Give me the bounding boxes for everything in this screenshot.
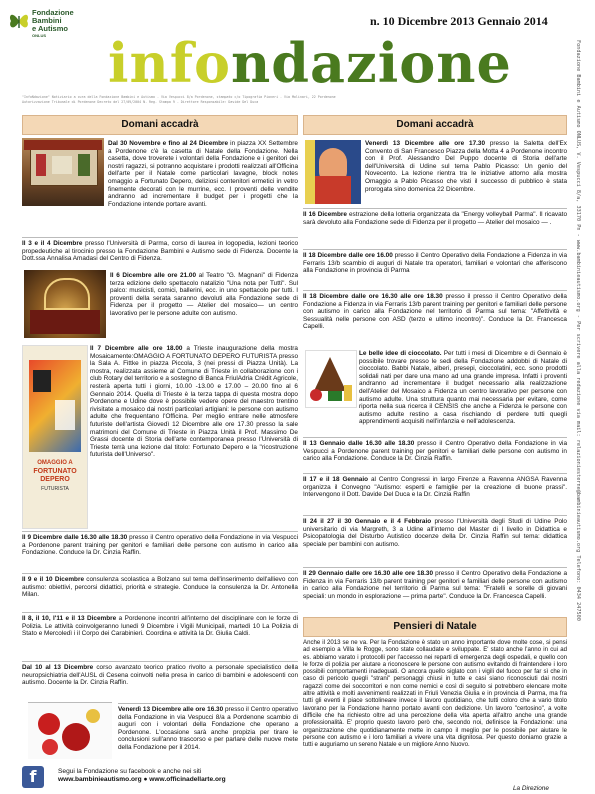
right-event-block-2 xyxy=(303,208,567,226)
masthead-title xyxy=(108,31,512,95)
left-section-title: Domani accadrà xyxy=(22,115,298,135)
pensieri-text-block xyxy=(303,639,567,748)
masthead-part-1: info xyxy=(108,31,232,95)
publication-note-1: "InfoNdazione" Notiziario a cura della Fondazione Bambini e Autismo - Via Vespucci 8/a Pordenone, stampato c/o Tipografia Pioneri - Via Molinari, 22 Pordenone xyxy=(22,95,336,99)
butterfly-logo-icon xyxy=(8,8,30,34)
side-contact-strip xyxy=(572,40,582,790)
event-1-lead: Dal 30 Novembre e fino al 24 Dicembre xyxy=(108,140,229,147)
picasso-painting xyxy=(305,140,361,204)
event-6-lead: Il 9 e il 10 Dicembre xyxy=(22,576,84,583)
signature: La Direzione xyxy=(513,785,549,792)
event-2-lead: Il 3 e il 4 Dicembre xyxy=(22,240,83,247)
side-contact-text: Fondazione Bambini e Autismo ONLUS, V. Vespucci 8/a, 33170 Pn - www.bambinieautismo.org - Per scrivere alla redazione via mail: relazioniesterne@bambinieautismo.org Telefono: 0434 247500 xyxy=(575,40,581,621)
event-3-lead: Il 6 Dicembre alle ore 21.00 xyxy=(110,272,197,279)
right-section-title: Domani accadrà xyxy=(303,115,567,135)
event-block-8 xyxy=(22,661,298,687)
right-event-4-text: presso il presso il Centro Operativo della Fondazione a Fidenza in via Ferraris 13/b parent training per genitori e familiari delle persone con autismo in carico alla Fondazione nel territorio di Parma sul tema: "Affettività e Sessualità nelle persone con ASD (terzo e ultimo incontro)". Conduce la Dr. Francesca Capelli. xyxy=(303,293,567,331)
event-block-7 xyxy=(22,612,298,638)
right-event-5-text: Per tutti i mesi di Dicembre e di Gennaio è possibile trovare presso le sedi della Fondazione addobbi di Natale di cioccolato. Babbi Natale, alberi, presepi, cioccolatini, ecc. sono prodotti solidali nati per dare una mano ad una grande impresa. Infatti i proventi andranno ad incrementare il budget necessario alla realizzazione dell'Atelier del Mosaico a Fidenza un centro lavorativo per persone con autismo adulte. Una struttura quanto mai necessaria per evitare, come riporta nella sua ricerca il CENSIS che anche a Fidenza le persone con autismo adulte restino a casa rischiando di perdere tutti quegli apprendimenti acquisiti nell'infanzia e nell'adolescenza. xyxy=(359,350,567,426)
right-event-4-lead: Il 18 Dicembre dalle ore 16.30 alle ore 18.30 xyxy=(303,293,443,300)
right-event-2-text: estrazione della lotteria organizzata da "Energy volleyball Parma". Il ricavato sarà devoluto alla Fondazione sede di Fidenza per il progetto — Atelier del mosaico — . xyxy=(303,211,567,226)
right-event-8-text: presso l'Università degli Studi di Udine Polo universitario di via Margreth, 3 a Udine all'interno del Master di I livello in Didattica e Psicopatologia del Disturbo Autistico docenze della Dr. Cinzia Raffin sul tema: didattica speciale per bambini con autismo. xyxy=(303,518,567,548)
event-block-2 xyxy=(22,237,298,263)
event-9-text: presso il Centro operativo della Fondazione in via Vespucci 8/a a Pordenone scambio di auguri con i volontari della Fondazione che operano a Pordenone. L'occasione sarà anche propizia per tirare le conclusioni sull'anno trascorso e per parlare delle nuove mete della Fondazione per il 2014. xyxy=(118,706,298,751)
event-block-5 xyxy=(22,531,298,557)
right-event-block-1 xyxy=(365,140,567,193)
right-event-9-text: presso il Centro Operativo della Fondazione a Fidenza in via Ferraris 13/b parent training per genitori e familiari delle persone con autismo in carico alla Fondazione nel territorio di Parma sul tema: "Fratelli e sorelle di giovani speciali: un mondo in esplorazione — prima parte". Conduce la Dr. Francesca Capelli. xyxy=(303,570,568,600)
right-event-6-lead: Il 13 Gennaio dalle 16.30 alle 18.30 xyxy=(303,440,415,447)
event-1-text: in piazza XX Settembre a Pordenone c'è la casetta di Natale della Fondazione. Nella casetta, dove troverete i volontari della Fondazione e i genitori dei nostri ragazzi, si potranno acquistare i prodotti realizzati all'Officina dell'arte per il Natale come particolari lavagne, block notes omaggio a Fortunato Depero, deliziosi contenitori ermetici in vetro finemente decorati con le murrine, ecc. I proventi delle vendite andranno ad incrementare il budget per i progetti che la Fondazione intende portare avanti. xyxy=(108,140,298,208)
event-9-lead: Venerdì 13 Dicembre alle ore 16.30 xyxy=(118,706,224,713)
pensieri-text: Anche il 2013 se ne va. Per la Fondazione è stato un anno importante dove molte cose, si pensi ad esempio a Villa le Rogge, sono state collaudate e sviluppate. E' stato anche l'anno in cui ad es. abbiamo varato i protocolli per l'accesso nei reparti di emergenza degli ospedali, e quello con le forze di polizia per aiutare a riconoscere le persone con autismo evitando di fraintendere i loro possibili comportamenti inadeguati. O ancora quello siglato con i vigili del fuoco per far sì che in caso di pericolo quegli "strani" personaggi chiusi in tutte e casi siano riconosciuti dai nostri ragazzi come dei soccorritori e non come nemici e così di seguito si potrebbero elencare molte altre attività e molti avvenimenti realizzati in Friuli Venezia Giulia e in provincia di Parma, ma fra tutti gli eventi il piace sottolineare invece il lavoro quotidiano, che tutti coloro che a vario titolo lavorano per la Fondazione hanno portato avanti con dedizione. Un lavoro "certosino", a volte difficile che ha richiesto oltre ad una percezione della vita aperta all'altro anche una grande professionalità. E' proprio questo lavoro però che, secondo noi, definisce la Fondazione: una organizzazione che quotidianamente mette in campo il meglio per le possibile per aiutare le persone con autismo e i loro familiari a vivere una vita dignitosa. Per questo doniamo grazie a tutti e auguriamo un sereno Natale e un migliore Anno Nuovo. xyxy=(303,639,567,749)
masthead-part-2: ndazione xyxy=(231,31,512,95)
depero-poster xyxy=(22,345,88,529)
event-4-text: a Trieste inaugurazione della mostra Mosaicamente:OMAGGIO A FORTUNATO DEPERO FUTURISTA presso la Sala A. Fittke in piazza Piccola, 3 (nei pressi di Piazza Unità). La mostra, realizzata assieme al Comune di Trieste in collaborazione con i club Rotary del territorio e a sostegno di Banca FriulAdria Crédit Agricole, resterà aperta tutti i giorni, 10.00 -13.00 e 17.00 – 20.00 fino al 6 Gennaio 2014. Quella di Trieste è la terza tappa di questa mostra dopo Pordenone e Udine dove è possibile vedere opere del maestro trentino rivisitate a mosaico dai nostri particolari artigiani: le persone con autismo adulte che frequentano l'Officina. Per meglio entrare nelle atmosfere futuriste dell'artista Giovedì 12 Dicembre alle ore 17.30 presso la sale matrimoni del Comune di Trieste in Piazza Unità il Prof. Massimo De Grassi docente di Storia dell'arte contemporanea presso l'Università di Trieste terrà una lezione dal titolo: Fortunato Depero e la "ricostruzione futurista dell'Universo". xyxy=(90,345,298,459)
event-block-1 xyxy=(108,140,298,208)
right-event-block-7 xyxy=(303,473,567,499)
event-6-text: consulenza scolastica a Bolzano sul tema dell'inserimento dell'allievo con autismo: obiettivi, percorsi didattici, priorità e strategie. Conduce la consulenza la Dr. Antonella Milan. xyxy=(22,576,298,599)
right-column xyxy=(303,115,567,135)
right-event-block-8 xyxy=(303,515,567,548)
event-7-lead: Il 8, il 10, l'11 e il 13 Dicembre xyxy=(22,615,117,622)
right-event-5-lead: Le belle idee di cioccolato. xyxy=(359,350,442,357)
event-7-text: a Pordenone incontri all'interno del disciplinare con le forze di Polizia. Le attività coinvolgeranno lunedì 9 Dicembre i Vigili Municipali, martedì 10 La Polizia di Stato e Mercoledì i il Corpo dei Carabinieri. Coordina e attività la Dr. Giulia Caldi. xyxy=(22,615,298,638)
event-5-lead: Il 9 Dicembre dalle 16.30 alle 18.30 xyxy=(22,534,128,541)
issue-number: n. 10 Dicembre 2013 Gennaio 2014 xyxy=(370,14,548,28)
facebook-icon[interactable]: f xyxy=(22,766,44,788)
publication-note-2: Autorizzazione Tribunale di Pordenone Decreto del 27/09/2004 N. Reg. Stampa 9 - Direttore Responsabile: Davide Del Duca xyxy=(22,100,259,104)
right-event-1-text: presso la Saletta dell'Ex Convento di San Francesco Piazza della Motta 4 a Pordenone incontro con il Prof. Alessandro Del Puppo docente di Storia dell'arte dell'Università di Udine sul tema Pablo Picasso: Un genio del Novecento. La lezione rientra tra le iniziative attorno alla mostra Omaggio a Pablo Picasso che visti il successo di pubblico è stata prorogata sino domenica 22 Dicembre. xyxy=(365,140,567,193)
logo-line-2: Bambini xyxy=(32,16,62,25)
right-event-block-9 xyxy=(303,567,567,600)
event-8-text: corso avanzato teorico pratico rivolto a personale specialistico della neuropsichiatria dell'AUSL di Cesena coinvolti nella presa in carico di bambini e adolescenti con autismo. Docente la Dr. Cinzia Raffin. xyxy=(22,664,298,687)
right-event-block-5 xyxy=(359,350,567,426)
masthead xyxy=(0,0,595,104)
right-event-8-lead: Il 24 il 27 il 30 Gennaio e il 4 Febbraio xyxy=(303,518,432,525)
footer-websites-link[interactable]: www.bambinieautismo.org ● www.officinadellarte.org xyxy=(58,776,226,783)
event-8-lead: Dal 10 al 13 Dicembre xyxy=(22,664,94,671)
right-event-7-lead: Il 17 e il 18 Gennaio xyxy=(303,476,369,483)
event-block-4 xyxy=(90,345,298,459)
event-block-3 xyxy=(110,272,298,318)
logo-text xyxy=(32,9,74,38)
event-4-lead: Il 7 Dicembre alle ore 18.00 xyxy=(90,345,183,352)
right-event-block-6 xyxy=(303,437,567,463)
logo-line-3: e Autismo xyxy=(32,24,68,33)
right-event-3-lead: Il 18 Dicembre dalle ore 16.00 xyxy=(303,252,393,259)
fondazione-logo xyxy=(8,6,88,36)
event-block-6 xyxy=(22,573,298,599)
footer-line-1: Segui la Fondazione su facebook e anche nei siti xyxy=(58,768,202,775)
chocolate-photo xyxy=(305,350,357,408)
right-event-6-text: presso il Centro Operativo della Fondazione in via Vespucci a Pordenone parent training per genitori e familiari delle persone con autismo in carico alla Fondazione. Conduce la Dr. Cinzia Raffin. xyxy=(303,440,567,463)
right-event-3-text: presso il Centro Operativo della Fondazione a Fidenza in via Ferraris 13/b scambio di auguri di Natale tra operatori, familiari e volontari che afferiscono alla Fondazione in provincia di Parma xyxy=(303,252,567,275)
logo-line-4: ONLUS xyxy=(32,33,46,38)
pensieri-title: Pensieri di Natale xyxy=(303,617,567,637)
right-event-1-lead: Venerdì 13 Dicembre alle ore 17.30 xyxy=(365,140,486,147)
theatre-photo xyxy=(24,270,106,338)
poster-subtitle: FUTURISTA xyxy=(41,486,69,492)
christmas-house-photo xyxy=(22,138,104,206)
event-2-text: presso l'Università di Parma, corso di laurea in logopedia, lezioni teorico propedeutiche al tirocinio presso la Fondazione Bambini e Autismo sede di Fidenza. Docente la Dott.ssa Annalisa Amadasi del Centro di Fidenza. xyxy=(22,240,298,263)
event-5-text: presso il Centro operativo della Fondazione in via Vespucci a Pordenone parent training per genitori e familiari delle persone con autismo in carico alla Fondazione. Conduce la Dr. Cinzia Raffin. xyxy=(22,534,298,557)
pensieri-section xyxy=(303,617,567,637)
right-event-block-3 xyxy=(303,249,567,275)
left-column xyxy=(22,115,298,135)
right-event-7-text: al Centro Congressi in largo Firenze a Ravenna ANGSA Ravenna organizza il Convegno "Autismo: esperti e famiglie per la creazione di buone prassi". Intervengono il Dott. Davide Del Duca e la Dr. Cinzia Raffin xyxy=(303,476,567,499)
poster-title-2: FORTUNATO DEPERO xyxy=(33,468,77,483)
right-event-block-4 xyxy=(303,290,567,331)
logo-line-1: Fondazione xyxy=(32,8,74,17)
event-block-9 xyxy=(118,703,298,752)
christmas-ornaments-photo xyxy=(28,702,112,759)
right-event-2-lead: Il 16 Dicembre xyxy=(303,211,347,218)
footer xyxy=(58,768,226,784)
poster-title-1: OMAGGIO A xyxy=(37,460,73,466)
event-3-text: al Teatro "G. Magnani" di Fidenza terza edizione dello spettacolo natalizio "Una nota per Tutti". Sul palco: musicisti, comici, ballerini, ecc. in uno spettacolo per tutti. I proventi della serata saranno devoluti alla Fondazione sede di Fidenza per il progetto — Atelier del mosaico— un centro lavorativo per le persone adulte con autismo. xyxy=(110,272,298,317)
right-event-9-lead: Il 29 Gennaio dalle ore 16.30 alle ore 18.30 xyxy=(303,570,434,577)
